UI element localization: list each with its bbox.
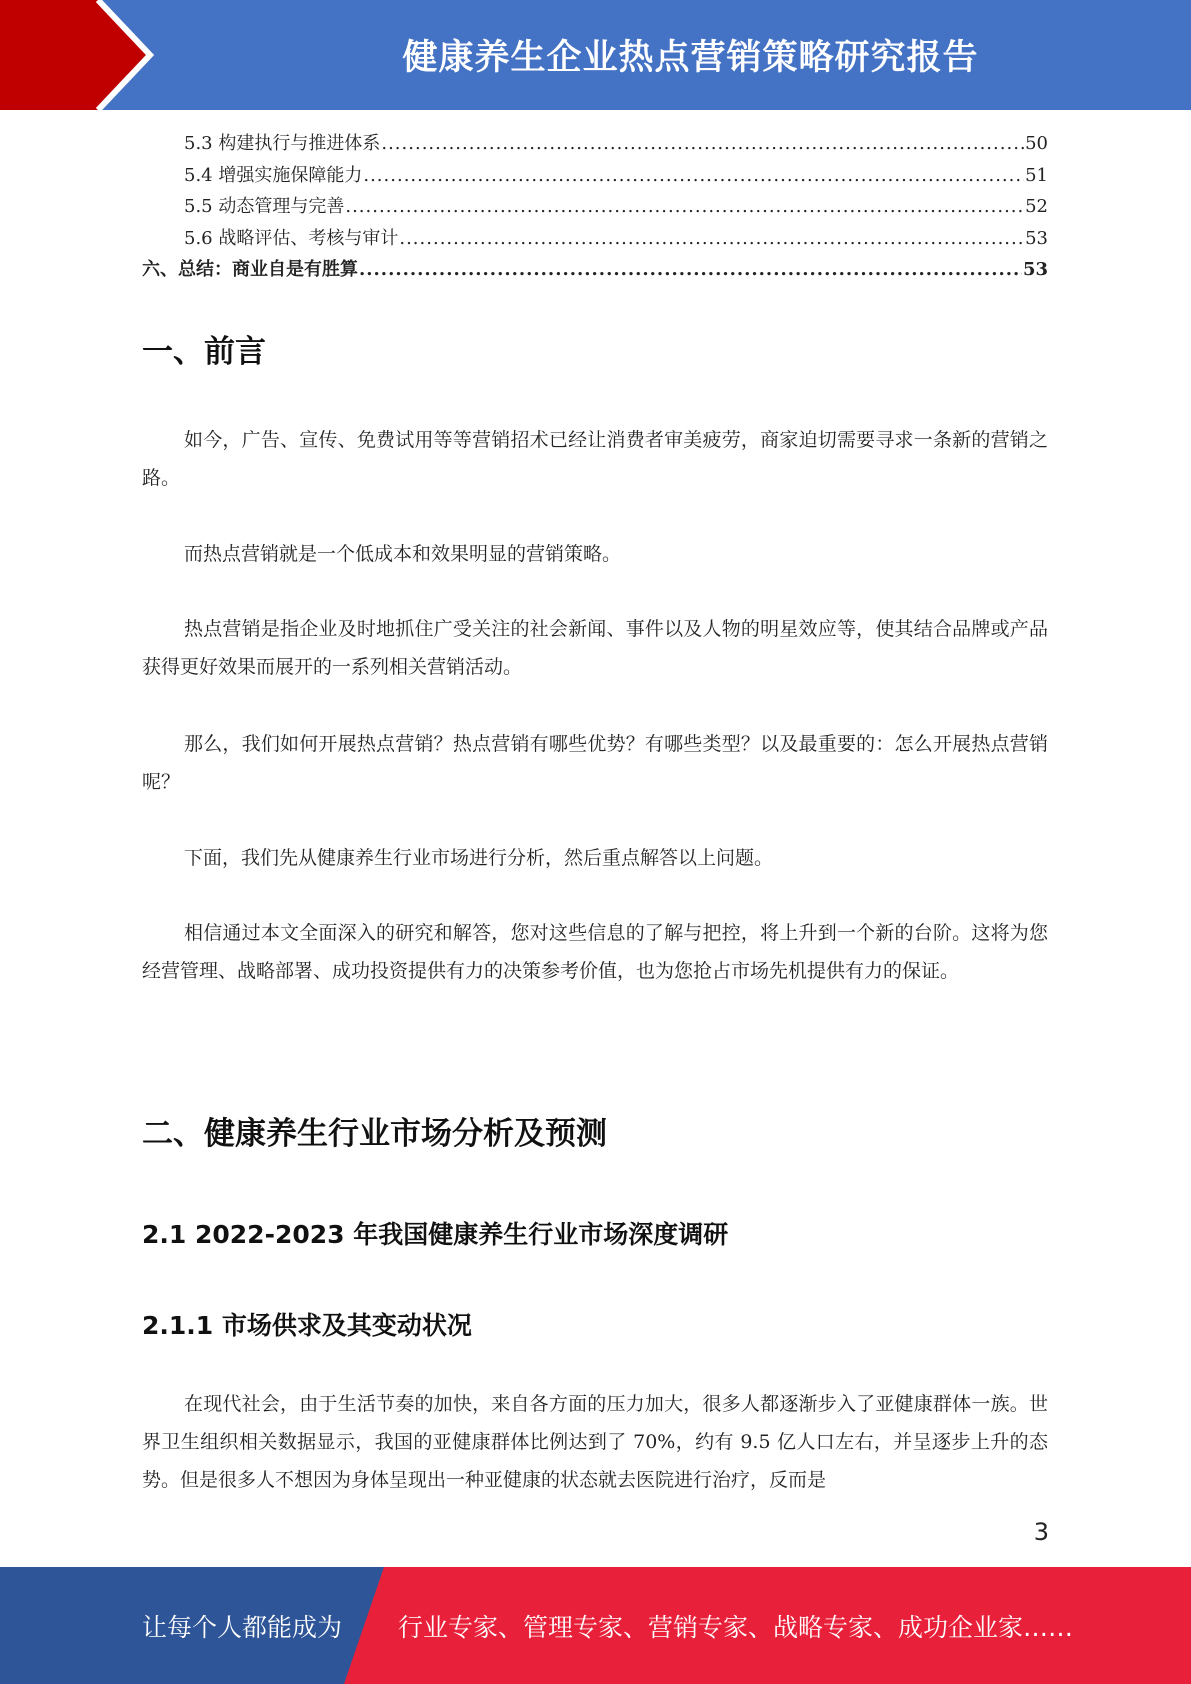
- paragraph: 而热点营销就是一个低成本和效果明显的营销策略。: [184, 543, 622, 565]
- toc-label: 5.4 增强实施保障能力: [184, 164, 363, 186]
- heading-preface: 一、前言: [142, 334, 266, 370]
- document-title: 健康养生企业热点营销策略研究报告: [402, 38, 979, 78]
- page-header: [0, 0, 1191, 110]
- toc-leader: [359, 254, 1022, 286]
- toc-label: 5.3 构建执行与推进体系: [184, 133, 381, 154]
- toc-leader: [381, 128, 1024, 160]
- toc-page-number: 50: [1025, 133, 1048, 154]
- page-number: 3: [1033, 1518, 1049, 1546]
- page-footer: [0, 1567, 1191, 1684]
- paragraph: 在现代社会，由于生活节奏的加快，来自各方面的压力加大，很多人都逐渐步入了亚健康群体一族。世界卫生组织相关数据显示，我国的亚健康群体比例达到了 70%，约有 9.5 亿人口左右，并呈逐步上升的态势。但是很多人不想因为身体呈现出一种亚健康的状态就去医院进行治疗，反而是: [142, 1393, 1048, 1491]
- paragraph: 下面，我们先从健康养生行业市场进行分析，然后重点解答以上问题。: [184, 847, 774, 869]
- toc-page-number: 53: [1025, 227, 1048, 249]
- footer-slogan-left: 让每个人都能成为: [142, 1612, 343, 1642]
- header-chevron-icon: [0, 0, 200, 110]
- paragraph: 热点营销是指企业及时地抓住广受关注的社会新闻、事件以及人物的明星效应等，使其结合品牌或产品获得更好效果而展开的一系列相关营销活动。: [142, 618, 1048, 678]
- toc-entry[interactable]: [142, 128, 1048, 160]
- toc-entry[interactable]: [142, 160, 1048, 192]
- toc-label: 5.5 动态管理与完善: [184, 196, 345, 217]
- toc-entry[interactable]: [142, 223, 1048, 255]
- toc-entry[interactable]: [142, 254, 1048, 286]
- toc-leader: [363, 160, 1024, 192]
- toc-page-number: 52: [1025, 196, 1048, 217]
- toc-label: 六、总结：商业自是有胜算: [142, 259, 358, 280]
- toc-entry[interactable]: [142, 191, 1048, 223]
- heading-chapter-2: 二、健康养生行业市场分析及预测: [142, 1116, 607, 1152]
- toc-leader: [345, 191, 1024, 223]
- toc-label: 5.6 战略评估、考核与审计: [184, 227, 399, 249]
- heading-section-2-1: 2.1 2022-2023 年我国健康养生行业市场深度调研: [142, 1220, 729, 1249]
- paragraph: 那么，我们如何开展热点营销？热点营销有哪些优势？有哪些类型？以及最重要的：怎么开展热点营销呢？: [142, 733, 1048, 793]
- toc-page-number: 53: [1022, 259, 1048, 280]
- toc-leader: [399, 223, 1024, 255]
- table-of-contents: [142, 128, 1048, 286]
- paragraph: 相信通过本文全面深入的研究和解答，您对这些信息的了解与把控，将上升到一个新的台阶。这将为您经营管理、战略部署、成功投资提供有力的决策参考价值，也为您抢占市场先机提供有力的保证。: [142, 922, 1048, 982]
- heading-section-2-1-1: 2.1.1 市场供求及其变动状况: [142, 1311, 472, 1340]
- footer-slogan-right: 行业专家、管理专家、营销专家、战略专家、成功企业家……: [398, 1612, 1074, 1642]
- toc-page-number: 51: [1025, 164, 1048, 186]
- paragraph: 如今，广告、宣传、免费试用等等营销招术已经让消费者审美疲劳，商家迫切需要寻求一条新的营销之路。: [142, 429, 1048, 489]
